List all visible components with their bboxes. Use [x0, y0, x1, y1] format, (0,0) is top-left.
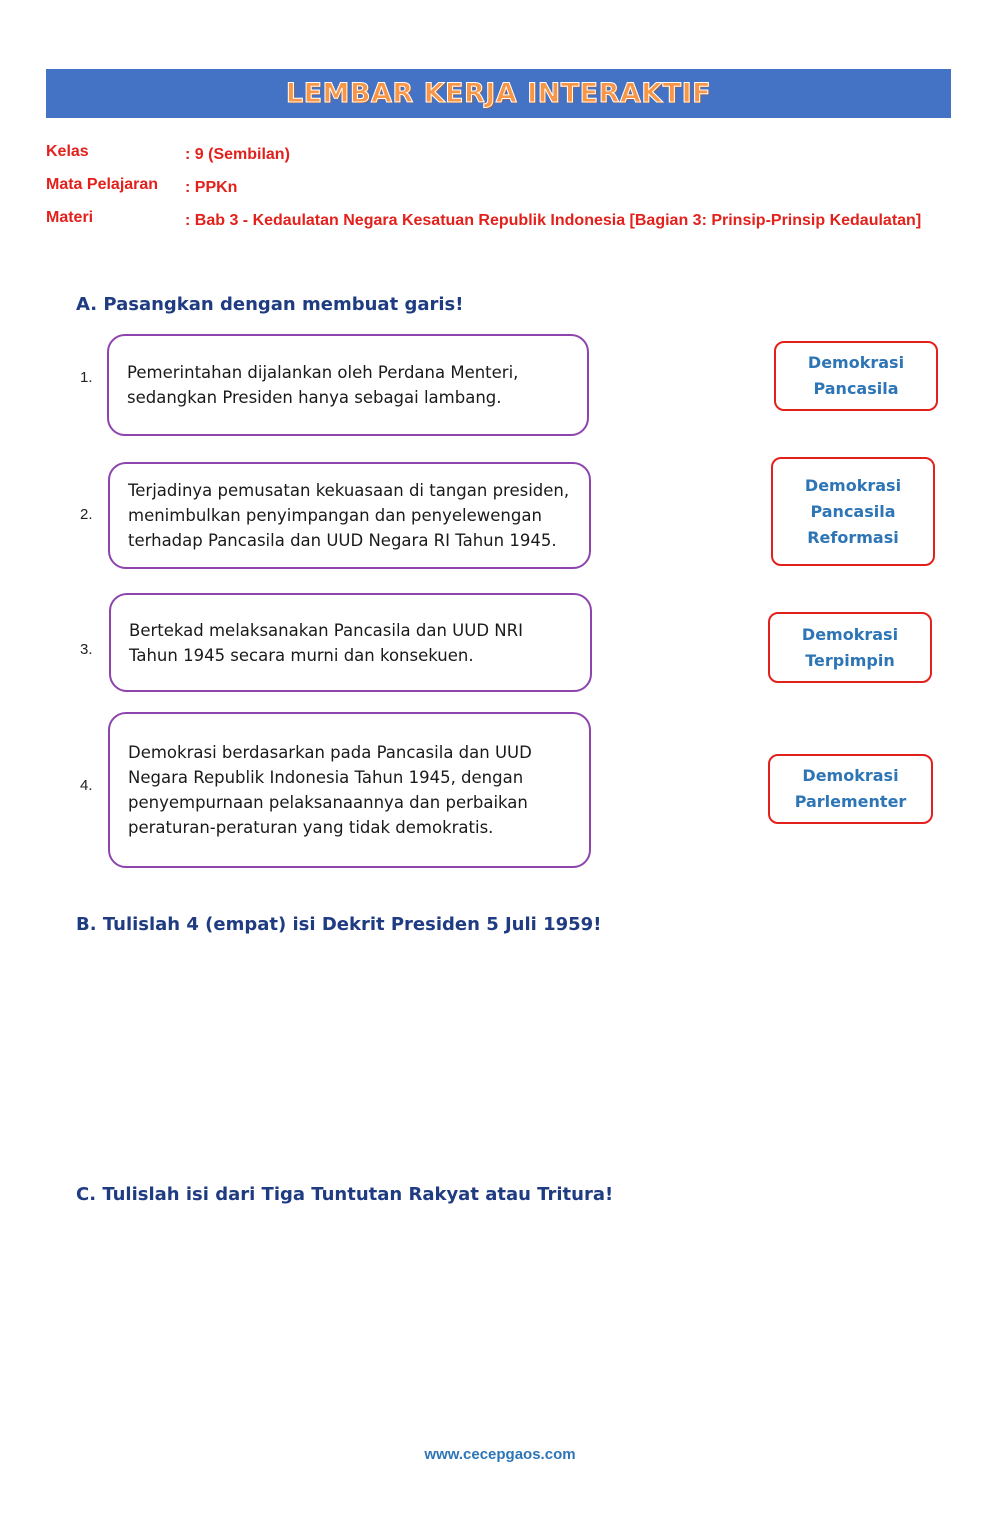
section-c-answer-area[interactable] — [76, 1220, 936, 1420]
question-box-1[interactable] — [107, 334, 589, 436]
meta-value: : 9 (Sembilan) — [185, 146, 290, 163]
question-text: Terjadinya pemusatan kekuasaan di tangan presiden, menimbulkan penyimpangan dan penyelewengan terhadap Pancasila dan UUD Negara RI Tahun 1945. — [128, 481, 570, 550]
meta-label: Materi — [46, 209, 94, 226]
question-box-3[interactable] — [109, 593, 592, 692]
question-number: 4. — [80, 777, 93, 794]
question-text: Pemerintahan dijalankan oleh Perdana Menteri, sedangkan Presiden hanya sebagai lambang. — [127, 363, 519, 407]
answer-box-4[interactable] — [768, 754, 933, 824]
footer-url: www.cecepgaos.com — [424, 1446, 576, 1463]
question-number: 1. — [80, 369, 93, 386]
question-text: Bertekad melaksanakan Pancasila dan UUD NRI Tahun 1945 secara murni dan konsekuen. — [129, 620, 523, 665]
answer-box-3[interactable] — [768, 612, 932, 683]
answer-box-1[interactable] — [774, 341, 938, 411]
question-box-2[interactable] — [108, 462, 591, 569]
answer-text: Demokrasi Terpimpin — [801, 624, 899, 670]
meta-label: Kelas — [46, 143, 89, 160]
answer-box-2[interactable] — [771, 457, 935, 566]
meta-value: : PPKn — [185, 179, 238, 196]
question-box-4[interactable] — [108, 712, 591, 868]
worksheet-title: LEMBAR KERJA INTERAKTIF — [285, 78, 712, 109]
section-c-heading: C. Tulislah isi dari Tiga Tuntutan Rakyat atau Tritura! — [76, 1184, 614, 1205]
answer-text: Demokrasi Parlementer — [794, 766, 907, 811]
answer-text: Demokrasi Pancasila Reformasi — [804, 475, 902, 547]
meta-value: : Bab 3 - Kedaulatan Negara Kesatuan Republik Indonesia [Bagian 3: Prinsip-Prinsip Kedaulatan] — [185, 212, 922, 229]
question-number: 2. — [80, 506, 93, 523]
question-number: 3. — [80, 641, 93, 658]
meta-label: Mata Pelajaran — [46, 176, 159, 193]
section-b-answer-area[interactable] — [76, 950, 936, 1160]
answer-text: Demokrasi Pancasila — [807, 353, 905, 398]
section-a-heading: A. Pasangkan dengan membuat garis! — [76, 294, 464, 315]
section-b-heading: B. Tulislah 4 (empat) isi Dekrit Presiden 5 Juli 1959! — [76, 914, 602, 935]
question-text: Demokrasi berdasarkan pada Pancasila dan UUD Negara Republik Indonesia Tahun 1945, dengan penyempurnaan pelaksanaannya dan perbaikan peraturan-peraturan yang tidak demokratis. — [128, 743, 532, 837]
worksheet-header — [46, 69, 951, 118]
